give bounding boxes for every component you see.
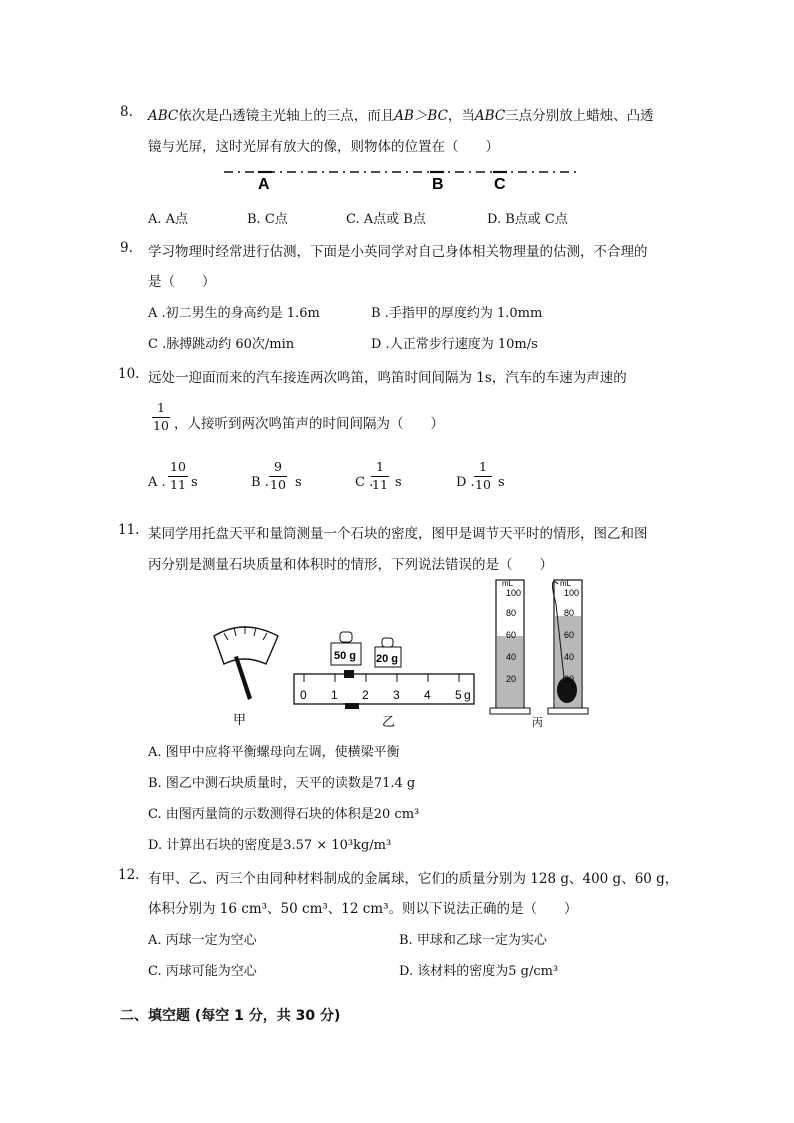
point-c-label: C: [494, 176, 506, 193]
cyl1-tick-40: 40: [506, 652, 517, 662]
q8-text-a: 依次是凸透镜主光轴上的三点，而且: [178, 108, 395, 124]
q10-fraction-numerator: 1: [157, 400, 165, 415]
q11-option-d[interactable]: D. 计算出石块的密度是3.57 × 10³kg/m³: [148, 838, 392, 853]
q9-line1: 学习物理时经常进行估测，下面是小英同学对自己身体相关物理量的估测，不合理的: [148, 244, 648, 260]
q10-option-c-label[interactable]: C .: [355, 475, 374, 490]
ruler-tick-2: 2: [362, 688, 369, 702]
q10-fraction-denominator: 10: [153, 417, 169, 433]
q8-line2: 镜与光屏，这时光屏有放大的像，则物体的位置在（ ）: [148, 139, 499, 155]
q9-option-a[interactable]: A .初二男生的身高约是 1.6m: [148, 306, 320, 321]
q8-option-b[interactable]: B. C点: [247, 212, 288, 227]
cyl1-tick-100: 100: [506, 588, 522, 598]
q10-number: 10.: [118, 366, 140, 382]
cyl2-tick-60: 60: [564, 630, 575, 640]
q10-option-a-unit: s: [191, 475, 198, 490]
q8-optical-axis-figure: [220, 162, 580, 194]
q8-option-c[interactable]: C. A点或 B点: [346, 212, 426, 227]
q10-option-b-num: 9: [274, 459, 282, 474]
weight-50g-label: 50 g: [334, 650, 357, 662]
ruler-tick-1: 1: [331, 688, 338, 702]
q12-number: 12.: [118, 867, 140, 883]
q10-option-d-num: 1: [479, 459, 487, 474]
q10-option-b-den: 10: [270, 476, 286, 492]
q10-option-d-unit: s: [498, 475, 505, 490]
q11-option-b[interactable]: B. 图乙中测石块质量时，天平的读数是71.4 g: [148, 776, 416, 791]
q9-option-d[interactable]: D .人正常步行速度为 10m/s: [371, 337, 538, 352]
q8-option-a[interactable]: A. A点: [148, 212, 189, 227]
balance-pointer: [234, 656, 252, 700]
figure-bing-label: 丙: [532, 717, 543, 729]
q10-option-d-fraction: [474, 461, 492, 491]
q10-option-d-den: 10: [475, 476, 491, 492]
q10-option-b-unit: s: [295, 475, 302, 490]
cyl1-tick-60: 60: [506, 630, 517, 640]
figure-jia-label: 甲: [233, 712, 247, 727]
q10-option-c-unit: s: [395, 475, 402, 490]
q10-option-a-label[interactable]: A .: [148, 475, 166, 490]
q10-option-a-num: 10: [170, 459, 186, 474]
point-b-label: B: [432, 176, 444, 193]
figure-jia-scale: [214, 626, 278, 700]
q11-line1: 某同学用托盘天平和量筒测量一个石块的密度，图甲是调节天平时的情形，图乙和图: [148, 526, 648, 542]
q10-option-d-label[interactable]: D .: [456, 475, 475, 490]
cylinder-2-unit: mL: [560, 579, 572, 588]
q8-option-d[interactable]: D. B点或 C点: [487, 212, 568, 227]
q12-option-d[interactable]: D. 该材料的密度为5 g/cm³: [399, 964, 559, 979]
q9-number: 9.: [120, 240, 133, 256]
q10-fraction: [152, 402, 170, 432]
cylinder-1-unit: mL: [502, 579, 514, 588]
q10-line2: ，人接听到两次鸣笛声的时间间隔为（ ）: [174, 416, 444, 432]
cylinder-1: [490, 580, 530, 714]
q11-option-c[interactable]: C. 由图丙量筒的示数测得石块的体积是20 cm³: [148, 807, 420, 822]
q12-option-b[interactable]: B. 甲球和乙球一定为实心: [399, 933, 547, 948]
cyl2-tick-100: 100: [564, 588, 580, 598]
q11-option-a[interactable]: A. 图甲中应将平衡螺母向左调，使横梁平衡: [148, 745, 400, 760]
q12-line1: 有甲、乙、丙三个由同种材料制成的金属球，它们的质量分别为 128 g、400 g、60 g，: [148, 871, 679, 887]
rider-top: [344, 670, 354, 678]
q9-line2: 是（ ）: [148, 274, 216, 290]
cyl1-tick-80: 80: [506, 608, 517, 618]
point-a-label: A: [258, 176, 270, 193]
q9-option-b[interactable]: B .手指甲的厚度约为 1.0mm: [371, 306, 543, 321]
q10-option-a-den: 11: [168, 476, 188, 492]
q8-abc2: ABC: [474, 108, 506, 124]
cyl1-tick-20: 20: [506, 674, 517, 684]
q11-line2: 丙分别是测量石块质量和体积时的情形，下列说法错误的是（ ）: [148, 557, 553, 573]
q8-text-b: ，当: [447, 108, 475, 124]
q11-figure: [200, 574, 600, 734]
cyl2-tick-20: 20: [564, 674, 575, 684]
q10-option-c-num: 1: [376, 459, 384, 474]
q10-option-b-fraction: [269, 461, 287, 491]
q8-abc: ABC: [148, 108, 179, 124]
rider-bottom: [345, 703, 359, 709]
q9-option-c[interactable]: C .脉搏跳动约 60次/min: [148, 337, 295, 352]
q10-line1: 远处一迎面而来的汽车接连两次鸣笛，鸣笛时间间隔为 1s，汽车的车速为声速的: [148, 370, 627, 386]
q10-option-b-label[interactable]: B .: [251, 475, 269, 490]
figure-yi-label: 乙: [382, 714, 396, 729]
q10-option-a-fraction: [168, 461, 188, 491]
q12-option-c[interactable]: C. 丙球可能为空心: [148, 964, 257, 979]
q12-option-a[interactable]: A. 丙球一定为空心: [148, 933, 257, 948]
figure-yi-ruler: [294, 670, 474, 709]
ruler-tick-4: 4: [424, 688, 431, 702]
q10-option-c-fraction: [371, 461, 389, 491]
q8-number: 8.: [120, 104, 133, 120]
ruler-tick-3: 3: [393, 688, 400, 702]
section-2-heading: 二、填空题 (每空 1 分，共 30 分): [120, 1008, 341, 1024]
q12-line2: 体积分别为 16 cm³、50 cm³、12 cm³。则以下说法正确的是（ ）: [148, 901, 578, 917]
cyl2-tick-80: 80: [564, 608, 575, 618]
q10-option-c-den: 11: [372, 476, 388, 492]
q8-text-c: 三点分别放上蜡烛、凸透: [505, 108, 654, 124]
q8-ab-gt-bc: AB＞BC: [394, 108, 448, 124]
ruler-unit-g: g: [464, 688, 471, 702]
q8-line1: [148, 104, 654, 124]
q11-number: 11.: [118, 522, 140, 538]
cylinder-2: [548, 580, 588, 714]
weight-20g-label: 20 g: [376, 653, 399, 665]
ruler-tick-5: 5: [455, 688, 462, 702]
cyl2-tick-40: 40: [564, 652, 575, 662]
ruler-tick-0: 0: [300, 688, 307, 702]
